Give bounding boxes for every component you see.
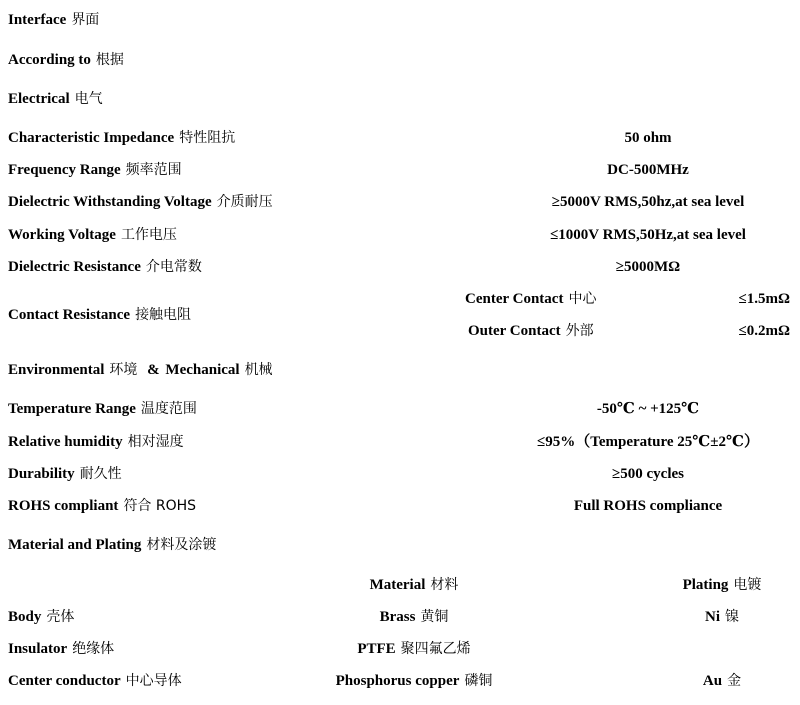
part-zh: 中心导体 [125,673,182,689]
spec-label-rohs [8,496,196,516]
contact-center-value: ≤1.5mΩ [738,291,790,307]
material-zh: 磷铜 [464,673,493,689]
heading-according-zh: 根据 [95,52,124,68]
spec-value-rohs: Full ROHS compliance [573,498,723,514]
heading-mechanical-zh: 机械 [244,362,273,378]
spec-label-en: Durability [8,466,75,482]
part-en: Insulator [8,641,68,657]
material-en: Phosphorus copper [335,673,460,689]
spec-value-temperature: -50℃ ~ +125℃ [596,401,700,417]
spec-label-impedance [8,128,235,148]
heading-interface-en: Interface [8,12,67,28]
contact-outer-label [468,321,594,341]
material-column-header [370,575,459,595]
material-part-insulator [8,639,114,659]
heading-amp: & [147,362,160,378]
heading-material-en: Material and Plating [8,537,142,553]
material-zh: 聚四氟乙烯 [400,641,471,657]
heading-electrical-zh: 电气 [74,91,103,107]
material-value-center-conductor [336,671,493,691]
spec-value-humidity: ≤95%（Temperature 25℃±2℃） [537,434,759,450]
spec-label-zh: 特性阻抗 [179,130,236,146]
part-zh: 壳体 [46,609,75,625]
material-header-en: Material [369,577,426,593]
plating-header-zh: 电镀 [733,577,762,593]
spec-value-withstanding-voltage: ≥5000V RMS,50hz,at sea level [551,194,745,210]
spec-label-zh: 相对湿度 [127,434,184,450]
spec-label-en: Temperature Range [8,401,136,417]
spec-label-zh: 工作电压 [120,227,177,243]
contact-center-label [465,289,596,309]
plating-zh: 镍 [725,609,739,625]
heading-electrical-en: Electrical [8,91,70,107]
spec-label-zh: 温度范围 [140,401,197,417]
spec-value-durability: ≥500 cycles [612,466,684,482]
spec-label-zh: 符合 ROHS [123,498,197,514]
heading-material-zh: 材料及涂镀 [146,537,217,553]
spec-label-withstanding-voltage [8,192,273,212]
heading-mechanical-en: Mechanical [165,362,240,378]
spec-label-en: ROHS compliant [8,498,119,514]
material-en: Brass [379,609,416,625]
heading-interface-zh: 界面 [71,12,100,28]
heading-environmental [8,360,273,380]
spec-label-zh: 频率范围 [125,162,182,178]
plating-zh: 金 [727,673,742,689]
heading-environmental-zh: 环境 [109,362,138,378]
spec-label-zh: 介质耐压 [216,194,273,210]
heading-according-to [8,50,124,70]
spec-value-frequency: DC-500MHz [607,162,689,178]
material-value-body [380,607,449,627]
spec-label-en: Contact Resistance [8,307,131,323]
spec-label-durability [8,464,122,484]
spec-label-temperature [8,399,197,419]
spec-label-en: Dielectric Resistance [8,259,141,275]
material-zh: 黄铜 [420,609,449,625]
spec-label-working-voltage [8,225,177,245]
material-en: PTFE [357,641,396,657]
spec-label-en: Frequency Range [8,162,121,178]
spec-label-zh: 介电常数 [145,259,202,275]
contact-outer-value: ≤0.2mΩ [738,323,790,339]
material-part-center-conductor [8,671,182,691]
part-zh: 绝缘体 [72,641,115,657]
heading-according-en: According to [8,52,91,68]
spec-label-dielectric-resistance [8,257,202,277]
spec-label-frequency [8,160,182,180]
spec-value-impedance: 50 ohm [624,130,672,146]
contact-outer-en: Outer Contact [468,323,561,339]
spec-label-en: Characteristic Impedance [8,130,175,146]
plating-en: Ni [705,609,720,625]
plating-column-header [683,575,762,595]
heading-material-plating [8,535,216,555]
plating-value-center-conductor [703,671,741,691]
part-en: Center conductor [8,673,121,689]
heading-interface [8,10,99,30]
contact-outer-zh: 外部 [565,323,594,339]
contact-center-en: Center Contact [465,291,564,307]
plating-value-body [705,607,739,627]
material-part-body [8,607,74,627]
material-header-zh: 材料 [430,577,459,593]
heading-electrical [8,89,103,109]
material-value-insulator [357,639,470,659]
spec-value-working-voltage: ≤1000V RMS,50Hz,at sea level [550,227,746,243]
plating-en: Au [702,673,723,689]
spec-label-en: Relative humidity [8,434,123,450]
heading-environmental-en: Environmental [8,362,105,378]
spec-value-dielectric-resistance: ≥5000MΩ [615,259,681,275]
part-en: Body [8,609,42,625]
plating-header-en: Plating [682,577,729,593]
spec-label-en: Working Voltage [8,227,116,243]
spec-label-humidity [8,432,184,452]
spec-label-contact-resistance [8,305,191,325]
spec-label-zh: 耐久性 [79,466,122,482]
spec-label-zh: 接触电阻 [135,307,192,323]
contact-center-zh: 中心 [568,291,597,307]
spec-label-en: Dielectric Withstanding Voltage [8,194,212,210]
